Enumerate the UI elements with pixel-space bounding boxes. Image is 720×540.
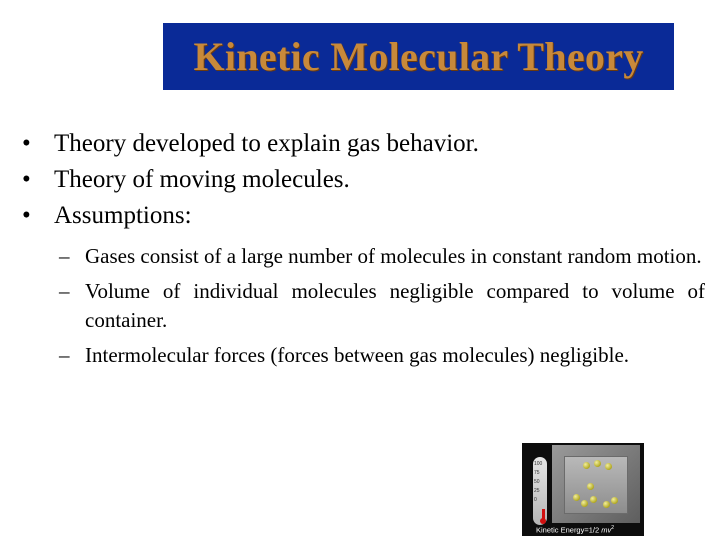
sub-bullet-marker: – (59, 244, 70, 268)
thermometer-tick-label: 100 (534, 461, 543, 467)
bullet-marker: • (22, 166, 31, 193)
gas-molecule (590, 496, 597, 503)
gas-simulation-image (522, 443, 644, 536)
gas-molecule (583, 462, 590, 469)
thermometer-tick-label: 50 (534, 479, 540, 485)
sub-bullet-text: Volume of individual molecules negligible compared to volume of container. (85, 279, 705, 332)
sub-bullet-list (59, 242, 705, 370)
caption-prefix: Kinetic Energy=1/2 (536, 525, 602, 534)
bullet-text: Theory of moving molecules. (54, 166, 350, 193)
gas-molecule (594, 460, 601, 467)
bullet-text: Assumptions: (54, 202, 192, 229)
gas-molecule (611, 497, 618, 504)
bullet-marker: • (22, 130, 31, 157)
thermometer-tick-label: 75 (534, 470, 540, 476)
thermometer-scale (534, 460, 547, 505)
container-interior (564, 456, 628, 514)
bullet-item (22, 162, 712, 198)
caption-variable: mv (601, 525, 612, 534)
kinetic-energy-caption (536, 525, 614, 535)
title-banner (163, 23, 674, 90)
gas-molecule (573, 494, 580, 501)
bullet-text: Theory developed to explain gas behavior. (54, 130, 479, 157)
bullet-marker: • (22, 202, 31, 229)
slide-title: Kinetic Molecular Theory (193, 34, 644, 79)
caption-exponent: 2 (611, 524, 615, 531)
thermometer-tick-label: 25 (534, 488, 540, 494)
gas-container (552, 445, 640, 523)
sub-bullet-marker: – (59, 279, 70, 303)
sub-bullet-text: Intermolecular forces (forces between gas molecules) negligible. (85, 343, 630, 367)
sub-bullet-item (59, 242, 705, 271)
bullet-item (22, 198, 712, 234)
sub-bullet-marker: – (59, 343, 70, 367)
gas-molecule (581, 500, 588, 507)
thermometer-bulb (540, 518, 546, 524)
gas-molecule (605, 463, 612, 470)
bullet-item (22, 126, 712, 162)
sub-bullet-text: Gases consist of a large number of molecules in constant random motion. (85, 244, 702, 268)
thermometer (533, 457, 547, 525)
sub-bullet-item (59, 277, 705, 335)
thermometer-tick-label: 0 (534, 497, 537, 503)
gas-molecule (587, 483, 594, 490)
bullet-list (22, 126, 712, 376)
gas-molecule (603, 501, 610, 508)
sub-bullet-item (59, 341, 705, 370)
